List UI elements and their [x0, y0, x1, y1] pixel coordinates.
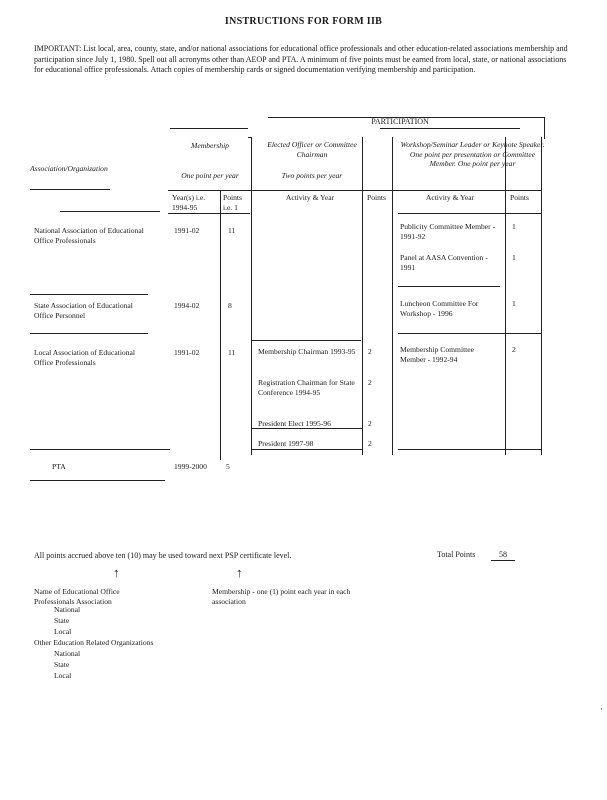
workshop-points-header: Points: [510, 193, 529, 202]
elected-points-rule: Two points per year: [281, 171, 343, 180]
participation-mid-line: [380, 128, 520, 129]
total-points-value: 58: [491, 550, 515, 561]
row2-workshop-1-points: 1: [512, 299, 516, 308]
subheader-bottom-line: [60, 211, 160, 212]
row3-points: 11: [228, 348, 236, 357]
row2-assoc: State Association of Educational Office Personnel: [34, 301, 133, 320]
row3-divider-right: [398, 449, 542, 450]
row2-divider-right: [398, 333, 542, 334]
col-divider-points: [220, 190, 221, 460]
row1-workshop-1-points: 1: [512, 222, 516, 231]
assoc-header: Association/Organization: [30, 164, 108, 173]
activity-year-header: Activity & Year: [285, 193, 335, 202]
level-national-2: National: [54, 649, 81, 658]
row3-divider: [30, 449, 170, 450]
activity-year-header-2: Activity & Year: [425, 193, 475, 202]
row3-elected-1-points: 2: [368, 347, 372, 356]
row3-elected-4: President 1997-98: [258, 439, 314, 448]
row1-assoc-divider: [30, 294, 148, 295]
total-points-label: Total Points: [437, 550, 476, 559]
row1-points: 11: [228, 226, 236, 235]
subheader-bottom-line-2: [168, 213, 250, 214]
row3-elected-1: Membership Chairman 1993-95: [258, 347, 356, 356]
col-divider-right: [541, 137, 542, 455]
col-divider-workshop-pts: [505, 137, 506, 455]
row1-divider: [398, 286, 500, 287]
row1-years: 1991-02: [174, 226, 200, 235]
row3-elected-3-points: 2: [368, 419, 372, 428]
row1-workshop-1: Publicity Committee Member - 1991-92: [400, 222, 496, 241]
other-org-label: Other Education Related Organizations: [34, 638, 154, 647]
membership-header: Membership: [191, 141, 229, 150]
margin-mark: ·: [600, 704, 603, 714]
instructions-paragraph: IMPORTANT: List local, area, county, state, and/or national associations for educational office professionals and other education-related associations membership and participation since July 1, 1980. Spell out all acronyms other than AEOP and PTA. A minimum of five points must be earned from local, state, or national associations for educational office professionals. Attach copies of membership cards or signed documentation verifying membership and participation.: [34, 44, 568, 74]
row3-elected-3: President Elect 1995-96: [258, 419, 331, 428]
row2-points: 8: [228, 301, 232, 310]
participation-right-edge: [544, 117, 545, 139]
subheader-top-line: [168, 190, 542, 191]
elected-points-header: Points: [367, 193, 386, 202]
row2-workshop-1: Luncheon Committee For Workshop - 1996: [400, 299, 479, 318]
form-title: INSTRUCTIONS FOR FORM IIB: [224, 16, 383, 27]
row3-elected-top: [251, 340, 361, 341]
assoc-header-underline: [30, 189, 110, 190]
row4-assoc: PTA: [52, 462, 66, 471]
row3-elected-line-1: [252, 428, 362, 429]
row4-points: 5: [226, 462, 230, 471]
level-national: National: [54, 605, 81, 614]
row3-assoc: Local Association of Educational Office Professionals: [34, 348, 136, 367]
row3-elected-4-points: 2: [368, 439, 372, 448]
row1-workshop-2-points: 1: [512, 253, 516, 262]
row3-elected-line-2: [252, 449, 362, 450]
level-local-2: Local: [54, 671, 72, 680]
up-arrow-icon: ↑: [113, 565, 120, 580]
level-local: Local: [54, 627, 72, 636]
col-divider-elected: [251, 137, 252, 455]
row1-workshop-2: Panel at AASA Convention - 1991: [400, 253, 488, 272]
row3-years: 1991-02: [174, 348, 200, 357]
row2-divider: [30, 333, 148, 334]
row4-years: 1999-2000: [174, 462, 207, 471]
up-arrow-icon: ↑: [236, 565, 243, 580]
row3-elected-2-points: 2: [368, 378, 372, 387]
membership-points-rule: One point per year: [181, 171, 239, 180]
membership-note: Membership - one (1) point each year in each association: [212, 587, 351, 606]
pta-bottom-line: [30, 480, 165, 481]
row2-years: 1994-02: [174, 301, 200, 310]
years-col-header: Year(s) i.e. 1994-95: [172, 193, 206, 212]
row1-assoc: National Association of Educational Office Professionals: [34, 226, 144, 245]
col-divider-workshop: [392, 137, 393, 455]
row3-workshop-1: Membership Committee Member - 1992-94: [400, 345, 475, 364]
carryover-note: All points accrued above ten (10) may be used toward next PSP certificate level.: [34, 551, 292, 560]
points-col-header: Points i.e. 1: [223, 193, 242, 212]
row3-elected-2: Registration Chairman for State Conference 1994-95: [258, 378, 355, 397]
row3-workshop-1-points: 2: [512, 345, 516, 354]
workshop-header: Workshop/Seminar Leader or Keynote Speaker. One point per presentation or Committee Member. One point per year: [400, 140, 545, 168]
level-state-2: State: [54, 660, 70, 669]
name-assoc-label: Name of Educational Office Professionals Association: [34, 587, 120, 606]
membership-top-line: [170, 128, 248, 129]
level-state: State: [54, 616, 70, 625]
participation-header: PARTICIPATION: [371, 117, 429, 126]
col-divider-elected-pts: [362, 137, 363, 455]
elected-header: Elected Officer or Committee Chairman: [267, 140, 357, 159]
subheader-bottom-line-3: [398, 213, 541, 214]
